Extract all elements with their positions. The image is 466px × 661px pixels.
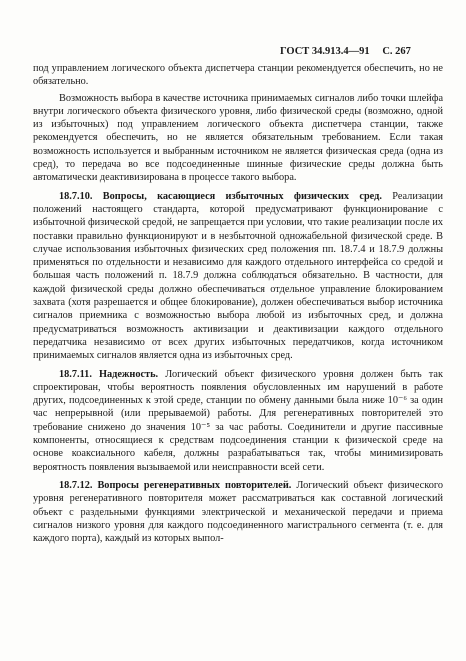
section-18-7-12 (33, 479, 443, 545)
document-body (33, 62, 443, 548)
paragraph-text: либо точки шлейфа внутри логического объекта физического уровня, либо физической среды (возможно, одной из избыточных) под управлением логического объекта диспетчера станции, также рекомендуется обеспечить, но не является обязательным требованием. Если такая возможность используется и выбранным источником не является физическая среда (одна из сред), то передача во все подсоединенные шинные физические среды должна быть автоматически деактивизирована в процессе такого выбора. (33, 92, 444, 184)
section-text: Логический объект физического уровня регенеративного повторителя может рассматриваться как составной логический объект с раздельными функциями электрической и механической передачи и приема сигналов низкого уровня для каждого подсоединенного магистрального сегмента (т. е. для каждого порта), каждый из которых выпол- (33, 479, 443, 545)
paragraph-continuation (33, 62, 443, 89)
standard-designation: ГОСТ 34.913.4—91 (280, 46, 370, 57)
section-heading: 18.7.12. Вопросы регенеративных повторителей. (59, 479, 292, 491)
section-heading: 18.7.10. Вопросы, касающиеся избыточных физических сред. (59, 190, 382, 202)
paragraph-source-selection (33, 92, 443, 185)
paragraph-lead: Возможность выбора в качестве источника принимаемых сигналов (59, 92, 355, 104)
paragraph-text: под управлением логического объекта диспетчера станции рекомендуется обеспечить, но не обязательно. (33, 63, 443, 88)
section-18-7-10 (33, 190, 443, 363)
section-18-7-11 (33, 368, 443, 474)
section-text: Реализации положений настоящего стандарта, которой предусматривают функционирование с избыточной физической средой, не запрещается при условии, что такие реализации после их поставки правильно функционируют и в незбыточной одножабельной физической среде. В случае использования избыточных физических сред положения пп. 18.7.4 и 18.7.9 должны применяться по отдельности и независимо для каждого отдельного интерфейса со средой и большая часть положений п. 18.7.9 должна соблюдаться обязательно. В частности, для каждой физической среды должно обеспечиваться отдельное управление блокированием захвата (хотя разрешается и общее блокирование), должен обеспечиваться выбор источника сигналов приемника с возможностью выбора любой из избыточных сред, и должна предусматриваться возможность активизации и деактивизации каждого отдельного передатчика независимо от всех других избыточных передатчиков, когда источником принимаемых сигналов является одна из избыточных сред. (33, 190, 443, 362)
section-text: Логический объект физического уровня должен быть так спроектирован, чтобы вероятность появления обусловленных им нарушений в работе других, подсоединенных к этой среде, станции по обмену данными была ниже 10⁻⁶ за один час непрерывной (или прерываемой) работы. Для регенеративных повторителей это требование снижено до значения 10⁻⁵ за час работы. Соединители и другие пассивные компоненты, относящиеся к средствам подсоединения станции к физической среде на основе коаксиального кабеля, должны разрабатываться так, чтобы минимизировать вероятность появления вызываемой или неисправности всей сети. (33, 368, 443, 473)
page-number: С. 267 (382, 46, 411, 57)
page-header (280, 46, 440, 57)
section-heading: 18.7.11. Надежность. (59, 368, 159, 380)
